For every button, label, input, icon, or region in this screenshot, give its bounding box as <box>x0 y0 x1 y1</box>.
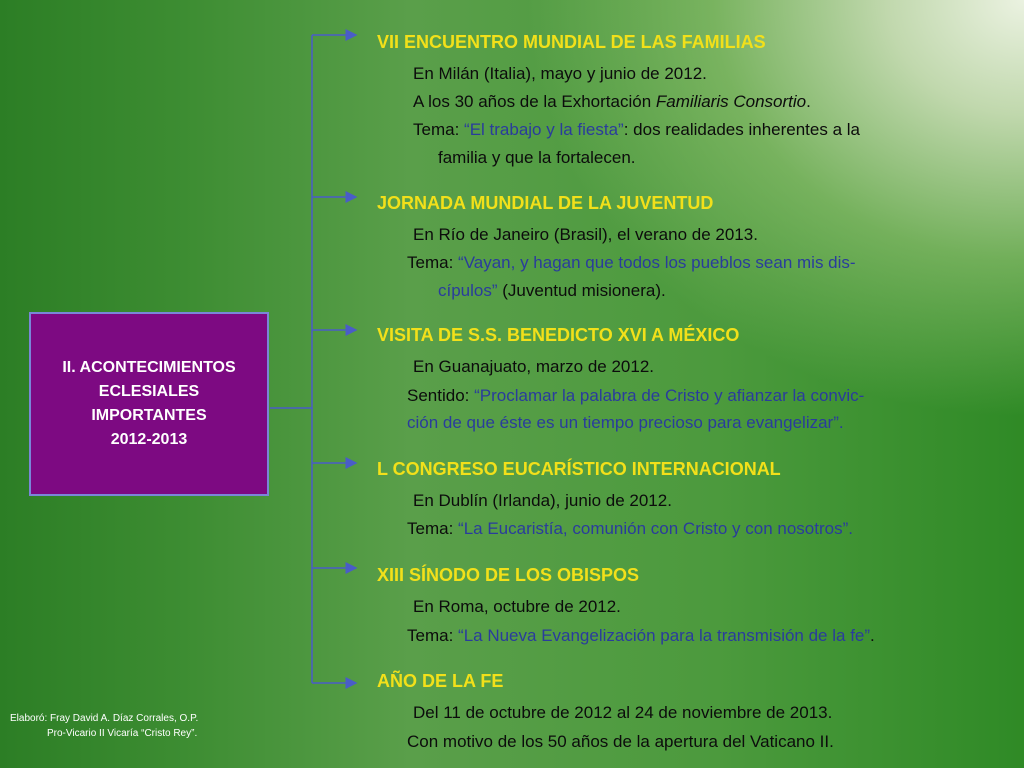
event-detail-line: familia y que la fortalecen. <box>438 148 636 167</box>
credits-role: Pro-Vicario II Vicaría “Cristo Rey”. <box>47 728 198 739</box>
central-topic-box <box>29 312 269 496</box>
central-topic-line: ECLESIALES <box>98 383 200 400</box>
event-detail-line: Tema: “Vayan, y hagan que todos los pueblos sean mis dis- <box>407 253 856 272</box>
event-detail-line: En Roma, octubre de 2012. <box>413 597 621 616</box>
central-topic-line: 2012-2013 <box>110 431 188 448</box>
credits <box>10 711 198 741</box>
event-title: L CONGRESO EUCARÍSTICO INTERNACIONAL <box>377 459 781 479</box>
event-title: VII ENCUENTRO MUNDIAL DE LAS FAMILIAS <box>377 32 766 52</box>
event-title: JORNADA MUNDIAL DE LA JUVENTUD <box>377 193 714 213</box>
event-detail-line: Sentido: “Proclamar la palabra de Cristo y afianzar la convic- <box>407 386 865 405</box>
event-detail-line: En Milán (Italia), mayo y junio de 2012. <box>413 64 707 83</box>
event-detail-line: ción de que éste es un tiempo precioso para evangelizar”. <box>407 413 844 432</box>
event-detail-line: En Río de Janeiro (Brasil), el verano de 2013. <box>413 225 758 244</box>
event-detail-line: En Guanajuato, marzo de 2012. <box>413 357 654 376</box>
event-detail-line: Tema: “El trabajo y la fiesta”: dos realidades inherentes a la <box>413 120 860 139</box>
credits-author: Elaboró: Fray David A. Díaz Corrales, O.P. <box>10 713 199 724</box>
event-detail-line: Tema: “La Eucaristía, comunión con Cristo y con nosotros”. <box>407 519 853 538</box>
event-detail-line: Con motivo de los 50 años de la apertura del Vaticano II. <box>407 732 834 751</box>
event-detail-line: En Dublín (Irlanda), junio de 2012. <box>413 491 672 510</box>
central-topic-line: IMPORTANTES <box>91 407 207 424</box>
event-title: XIII SÍNODO DE LOS OBISPOS <box>377 565 640 585</box>
event-title: AÑO DE LA FE <box>377 671 504 691</box>
central-topic-line: II. ACONTECIMIENTOS <box>62 359 236 376</box>
event-title: VISITA DE S.S. BENEDICTO XVI A MÉXICO <box>377 325 740 345</box>
event-detail-line: A los 30 años de la Exhortación Familiaris Consortio. <box>413 92 811 111</box>
event-detail-line: cípulos” (Juventud misionera). <box>438 281 666 300</box>
event-detail-line: Tema: “La Nueva Evangelización para la transmisión de la fe”. <box>407 626 875 645</box>
event-detail-line: Del 11 de octubre de 2012 al 24 de noviembre de 2013. <box>413 703 833 722</box>
